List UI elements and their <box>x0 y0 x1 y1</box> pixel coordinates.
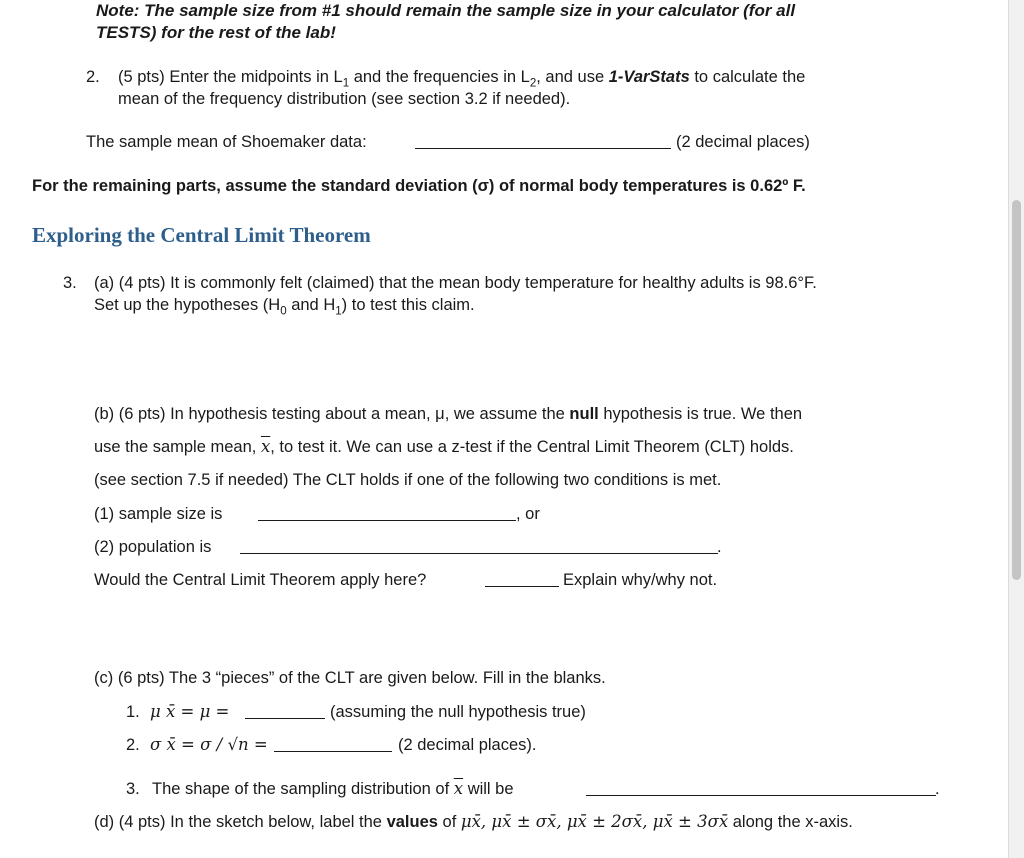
c2-blank <box>274 734 392 752</box>
q2-line-2: mean of the frequency distribution (see section 3.2 if needed). <box>118 90 571 108</box>
xbar-symbol: $\overline{x}$ <box>260 437 271 456</box>
c2-hint: (2 decimal places). <box>398 736 537 754</box>
clt-explain: Explain why/why not. <box>563 571 718 589</box>
vertical-scrollbar[interactable] <box>1008 0 1024 858</box>
d-formula: μx̄, μx̄ ± σx̄, μx̄ ± 2σx̄, μx̄ ± 3σx̄ <box>460 812 729 831</box>
q3b-condition-2: (2) population is <box>94 538 212 556</box>
c1-expression <box>150 701 229 723</box>
c2-number: 2. <box>126 736 140 754</box>
note-line-1: Note: The sample size from #1 should remain the sample size in your calculator (for all <box>96 1 796 20</box>
c1-number: 1. <box>126 703 140 721</box>
q3b-line-1: (b) (6 pts) In hypothesis testing about a mean, μ, we assume the null hypothesis is true. We then <box>94 405 803 423</box>
q3d-line: (d) (4 pts) In the sketch below, label the values of μx̄, μx̄ ± σx̄, μx̄ ± 2σx̄, μx̄ ± 3σx̄ along the x-axis. <box>94 812 853 831</box>
sample-mean-label: The sample mean of Shoemaker data: <box>86 133 367 151</box>
varstats-term: 1-VarStats <box>608 68 690 86</box>
c3-text: The shape of the sampling distribution of $\overline{x}$ will be <box>152 779 514 798</box>
q3b-line-3: (see section 7.5 if needed) The CLT holds if one of the following two conditions is met. <box>94 471 722 489</box>
note-line-2: TESTS) for the rest of the lab! <box>96 23 336 42</box>
values-term: values <box>386 813 438 831</box>
q3b-condition-1: (1) sample size is <box>94 505 223 523</box>
c2-expression <box>150 734 268 756</box>
q3b-line-2: use the sample mean, $\overline{x}$, to test it. We can use a z-test if the Central Limit Theorem (CLT) holds. <box>94 437 794 456</box>
c3-end: . <box>935 780 940 798</box>
q2-line-1: (5 pts) Enter the midpoints in $L_1$ and the frequencies in $L_2$, and use 1-VarStats to calculate the <box>118 68 806 90</box>
sigma-assumption: For the remaining parts, assume the standard deviation (σ) of normal body temperatures is 0.62º F. <box>32 177 806 195</box>
sample-mean-hint: (2 decimal places) <box>676 133 810 151</box>
c1-formula: μ x̄ = μ = <box>150 702 230 721</box>
q3a-line-1: (a) (4 pts) It is commonly felt (claimed) that the mean body temperature for healthy adults is 98.6°F. <box>94 274 817 292</box>
c1-hint: (assuming the null hypothesis true) <box>330 703 586 721</box>
condition-1-after: , or <box>516 505 540 523</box>
clt-apply-question: Would the Central Limit Theorem apply here? <box>94 571 427 589</box>
clt-apply-blank <box>485 569 559 587</box>
condition-2-after: . <box>717 538 722 556</box>
c1-blank <box>245 701 325 719</box>
c3-blank <box>586 778 936 796</box>
c2-formula: σ x̄ = σ / √n = <box>150 735 268 754</box>
condition-2-blank <box>240 536 718 554</box>
q2-number: 2. <box>86 68 100 86</box>
c3-xbar-symbol: $\overline{x}$ <box>453 779 464 798</box>
q3a-line-2: Set up the hypotheses ($H_0$ and $H_1$) to test this claim. <box>94 296 475 318</box>
condition-1-blank <box>258 503 516 521</box>
q3c-intro: (c) (6 pts) The 3 “pieces” of the CLT are given below. Fill in the blanks. <box>94 669 606 687</box>
c3-number: 3. <box>126 780 140 798</box>
null-term: null <box>569 405 599 423</box>
q3-number: 3. <box>63 274 77 292</box>
scrollbar-thumb[interactable] <box>1012 200 1021 580</box>
sample-mean-blank <box>415 131 671 149</box>
section-heading: Exploring the Central Limit Theorem <box>32 223 371 247</box>
